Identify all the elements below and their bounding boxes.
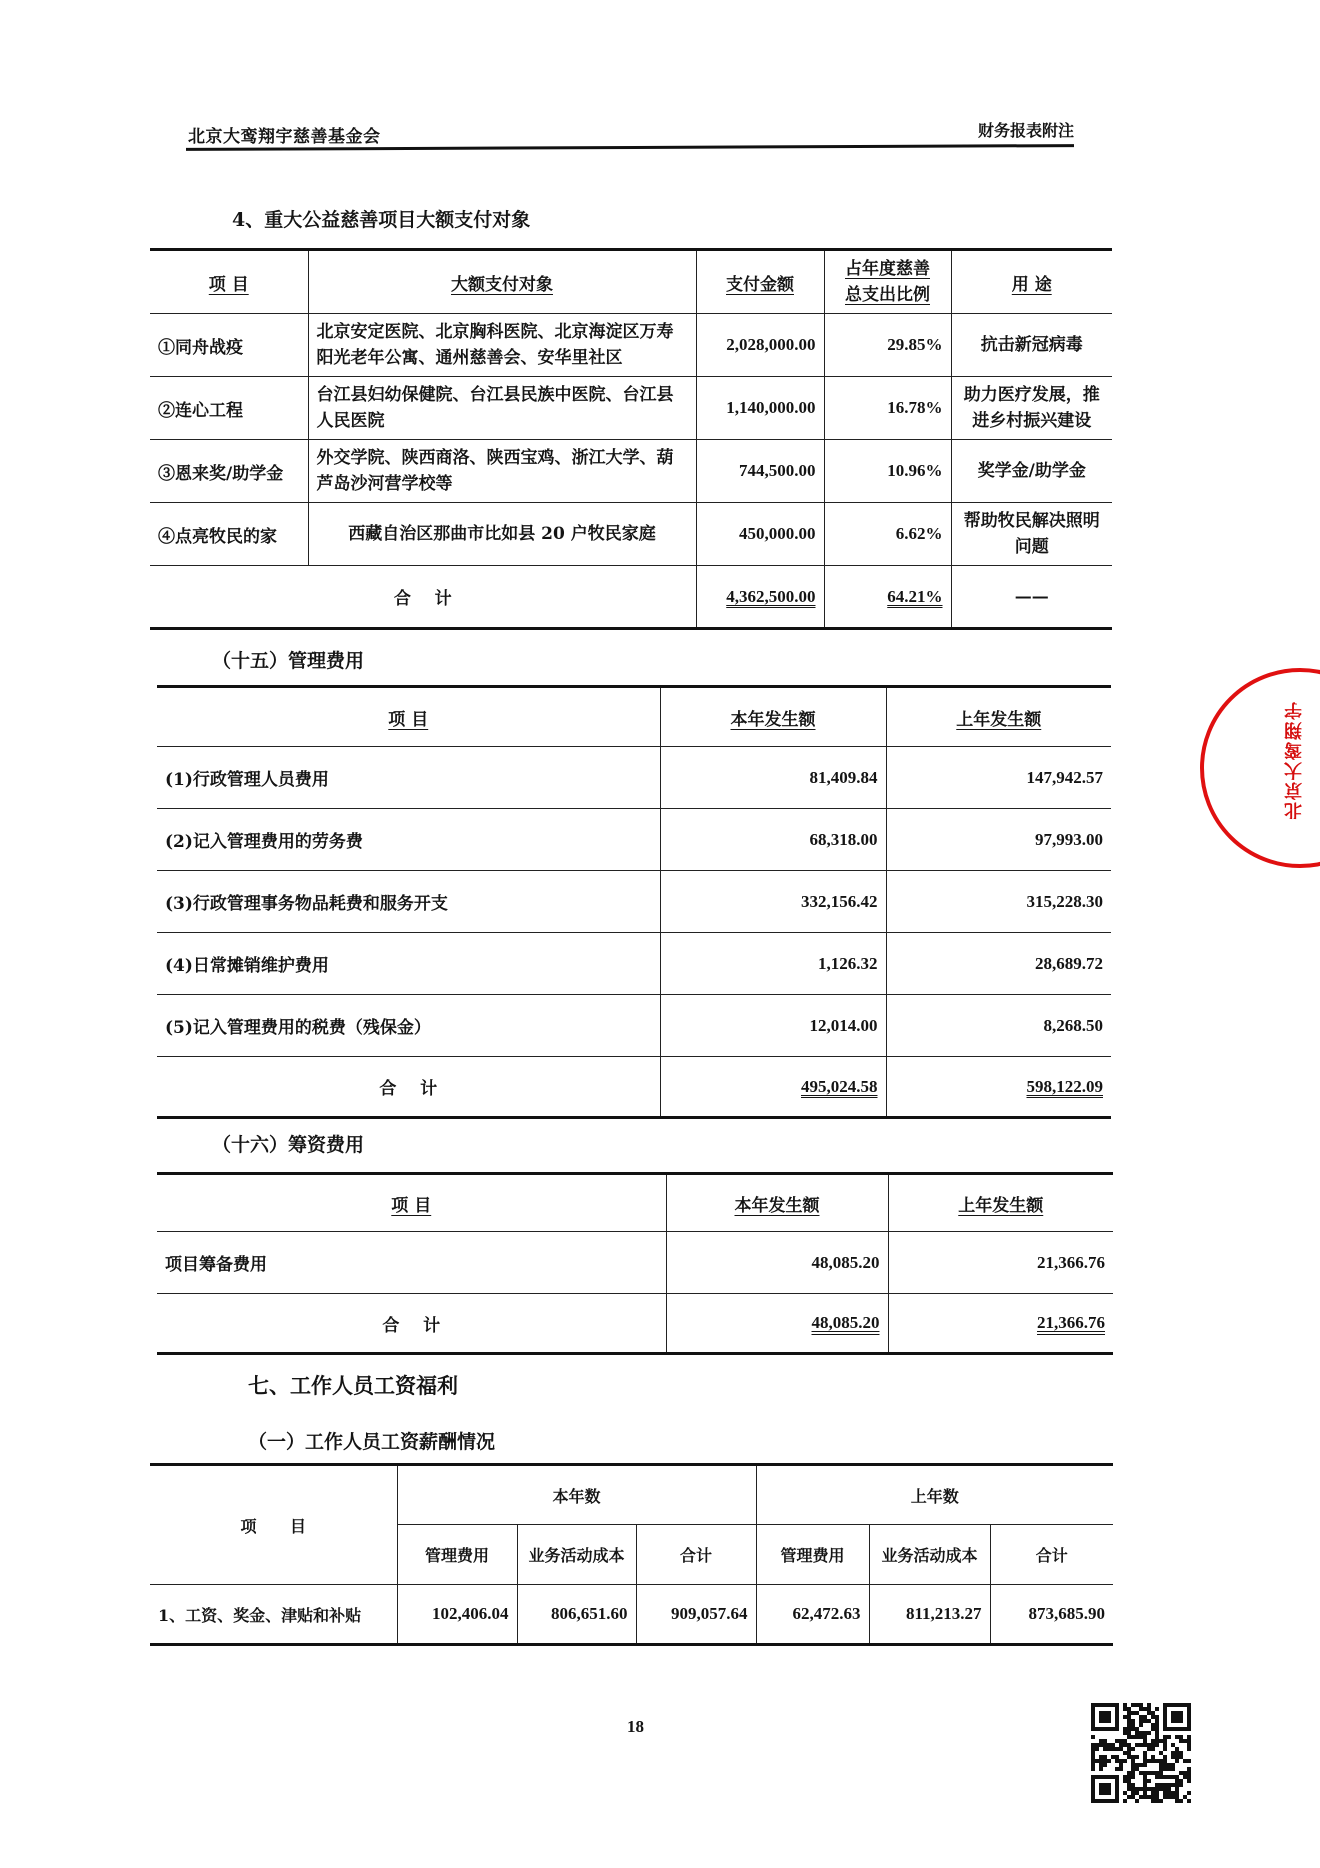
current-amount: 332,156.42 <box>660 871 886 933</box>
item-name: (5)记入管理费用的税费（残保金） <box>157 995 660 1057</box>
total-purpose: —— <box>951 566 1112 629</box>
recipients: 北京安定医院、北京胸科医院、北京海淀区万寿阳光老年公寓、通州慈善会、安华里社区 <box>308 314 696 377</box>
table-row <box>150 314 1112 377</box>
document-type: 财务报表附注 <box>977 121 1074 140</box>
prior-amount: 28,689.72 <box>886 933 1111 995</box>
recipients: 外交学院、陕西商洛、陕西宝鸡、浙江大学、葫芦岛沙河营学校等 <box>308 440 696 503</box>
recipients: 西藏自治区那曲市比如县 20 户牧民家庭 <box>308 503 696 566</box>
prior-total: 873,685.90 <box>990 1585 1113 1645</box>
purpose: 奖学金/助学金 <box>951 440 1112 503</box>
staff-section-title: 七、工作人员工资福利 <box>248 1373 458 1398</box>
purpose: 帮助牧民解决照明问题 <box>951 503 1112 566</box>
admin-expenses-table <box>157 685 1111 1119</box>
col-header-item: 项 目 <box>150 1465 397 1585</box>
total-label: 合 计 <box>157 1057 660 1118</box>
recipients: 台江县妇幼保健院、台江县民族中医院、台江县人民医院 <box>308 377 696 440</box>
official-seal-text: 北京大鸾翔宇 <box>1284 700 1305 820</box>
col-header-project: 项 目 <box>150 250 308 314</box>
total-current: 495,024.58 <box>660 1057 886 1118</box>
table-row <box>157 809 1111 871</box>
table-row <box>150 377 1112 440</box>
prior-amount: 97,993.00 <box>886 809 1111 871</box>
table-row <box>157 747 1111 809</box>
item-name: 1、工资、奖金、津贴和补贴 <box>150 1585 397 1645</box>
col-header-current-admin: 管理费用 <box>397 1525 517 1585</box>
ratio: 10.96% <box>824 440 951 503</box>
organization-name: 北京大鸾翔宇慈善基金会 <box>188 127 381 147</box>
item-name: (1)行政管理人员费用 <box>157 747 660 809</box>
item-name: (4)日常摊销维护费用 <box>157 933 660 995</box>
table-row <box>150 503 1112 566</box>
col-header-item: 项 目 <box>157 687 660 747</box>
table-row <box>157 995 1111 1057</box>
qr-code-icon <box>1091 1703 1191 1803</box>
item-name: (3)行政管理事务物品耗费和服务开支 <box>157 871 660 933</box>
total-row <box>157 1294 1113 1354</box>
admin-expenses-title: （十五）管理费用 <box>212 650 365 672</box>
col-header-purpose: 用 途 <box>951 250 1112 314</box>
current-amount: 68,318.00 <box>660 809 886 871</box>
total-row <box>157 1057 1111 1118</box>
col-header-prior-business: 业务活动成本 <box>869 1525 990 1585</box>
total-amount: 4,362,500.00 <box>696 566 824 629</box>
group-header-prior: 上年数 <box>756 1465 1113 1525</box>
page-number: 18 <box>627 1717 644 1736</box>
current-total: 909,057.64 <box>636 1585 756 1645</box>
total-row <box>150 566 1112 629</box>
col-header-current-business: 业务活动成本 <box>517 1525 636 1585</box>
current-amount: 12,014.00 <box>660 995 886 1057</box>
group-header-current: 本年数 <box>397 1465 756 1525</box>
amount: 2,028,000.00 <box>696 314 824 377</box>
prior-amount: 8,268.50 <box>886 995 1111 1057</box>
prior-business: 811,213.27 <box>869 1585 990 1645</box>
prior-admin: 62,472.63 <box>756 1585 869 1645</box>
table-row <box>157 871 1111 933</box>
table-row <box>150 1585 1113 1645</box>
ratio: 16.78% <box>824 377 951 440</box>
col-header-item: 项 目 <box>157 1174 666 1232</box>
total-current: 48,085.20 <box>666 1294 888 1354</box>
table-row <box>157 933 1111 995</box>
ratio: 29.85% <box>824 314 951 377</box>
col-header-prior-total: 合计 <box>990 1525 1113 1585</box>
prior-amount: 147,942.57 <box>886 747 1111 809</box>
col-header-prior-admin: 管理费用 <box>756 1525 869 1585</box>
total-ratio: 64.21% <box>824 566 951 629</box>
current-amount: 1,126.32 <box>660 933 886 995</box>
current-amount: 81,409.84 <box>660 747 886 809</box>
amount: 450,000.00 <box>696 503 824 566</box>
major-projects-title: 4、重大公益慈善项目大额支付对象 <box>232 209 531 231</box>
total-label: 合 计 <box>150 566 696 629</box>
current-business: 806,651.60 <box>517 1585 636 1645</box>
table-row <box>150 440 1112 503</box>
col-header-current-total: 合计 <box>636 1525 756 1585</box>
amount: 744,500.00 <box>696 440 824 503</box>
col-header-recipients: 大额支付对象 <box>308 250 696 314</box>
total-prior: 598,122.09 <box>886 1057 1111 1118</box>
col-header-prior: 上年发生额 <box>888 1174 1113 1232</box>
ratio: 6.62% <box>824 503 951 566</box>
fundraising-table <box>157 1172 1113 1355</box>
col-header-current: 本年发生额 <box>660 687 886 747</box>
current-admin: 102,406.04 <box>397 1585 517 1645</box>
total-label: 合 计 <box>157 1294 666 1354</box>
purpose: 抗击新冠病毒 <box>951 314 1112 377</box>
current-amount: 48,085.20 <box>666 1232 888 1294</box>
staff-compensation-table <box>150 1463 1113 1646</box>
col-header-ratio: 占年度慈善 总支出比例 <box>824 250 951 314</box>
staff-subsection-title: （一）工作人员工资薪酬情况 <box>248 1431 496 1453</box>
project-name: ①同舟战疫 <box>150 314 308 377</box>
major-projects-table <box>150 248 1112 630</box>
amount: 1,140,000.00 <box>696 377 824 440</box>
col-header-prior: 上年发生额 <box>886 687 1111 747</box>
project-name: ③恩来奖/助学金 <box>150 440 308 503</box>
project-name: ②连心工程 <box>150 377 308 440</box>
col-header-current: 本年发生额 <box>666 1174 888 1232</box>
total-prior: 21,366.76 <box>888 1294 1113 1354</box>
item-name: (2)记入管理费用的劳务费 <box>157 809 660 871</box>
item-name: 项目筹备费用 <box>157 1232 666 1294</box>
purpose: 助力医疗发展，推进乡村振兴建设 <box>951 377 1112 440</box>
prior-amount: 21,366.76 <box>888 1232 1113 1294</box>
prior-amount: 315,228.30 <box>886 871 1111 933</box>
table-row <box>157 1232 1113 1294</box>
project-name: ④点亮牧民的家 <box>150 503 308 566</box>
fundraising-title: （十六）筹资费用 <box>212 1134 365 1156</box>
col-header-amount: 支付金额 <box>696 250 824 314</box>
